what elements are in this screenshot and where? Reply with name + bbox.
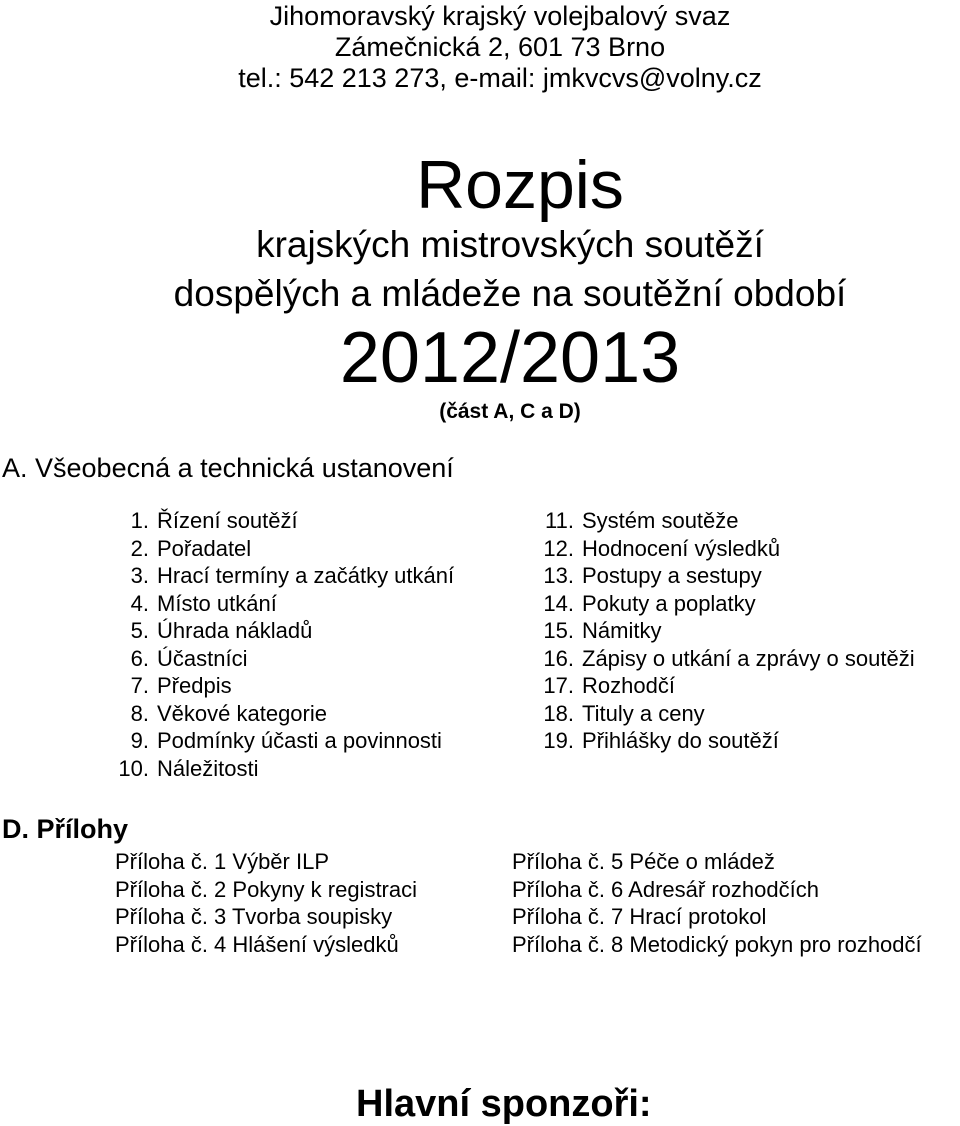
list-item bbox=[108, 562, 454, 590]
item-number: 14. bbox=[543, 590, 574, 616]
item-label: Řízení soutěží bbox=[157, 508, 298, 533]
season-year: 2012/2013 bbox=[339, 318, 681, 398]
document-title: Rozpis bbox=[416, 147, 624, 223]
item-number: 10. bbox=[118, 755, 149, 781]
appendix-item: Příloha č. 4 Hlášení výsledků bbox=[115, 931, 399, 957]
list-item bbox=[108, 672, 454, 700]
document-subtitle-line1: krajských mistrovských soutěží bbox=[256, 224, 764, 265]
section-a-heading: A. Všeobecná a technická ustanovení bbox=[2, 453, 454, 483]
section-a-right-list bbox=[533, 507, 915, 755]
item-number: 17. bbox=[543, 673, 574, 698]
section-a-left-list bbox=[108, 507, 454, 782]
item-label: Námitky bbox=[582, 618, 662, 643]
item-label: Hodnocení výsledků bbox=[582, 535, 781, 561]
item-label: Postupy a sestupy bbox=[582, 563, 762, 588]
item-number: 13. bbox=[543, 563, 574, 588]
list-item bbox=[533, 590, 915, 618]
appendix-item: Příloha č. 6 Adresář rozhodčích bbox=[512, 876, 819, 902]
header-address: Zámečnická 2, 601 73 Brno bbox=[334, 32, 666, 62]
list-item bbox=[533, 617, 915, 645]
part-note: (část A, C a D) bbox=[439, 400, 581, 423]
document-subtitle-line2: dospělých a mládeže na soutěžní období bbox=[173, 273, 847, 314]
list-item bbox=[108, 535, 454, 563]
item-number: 8. bbox=[130, 700, 149, 726]
appendix-item: Příloha č. 1 Výběr ILP bbox=[115, 849, 329, 874]
item-number: 5. bbox=[130, 618, 149, 643]
item-number: 16. bbox=[543, 645, 574, 671]
list-item bbox=[108, 590, 454, 618]
list-item bbox=[533, 727, 915, 755]
item-label: Věkové kategorie bbox=[157, 700, 327, 726]
item-number: 15. bbox=[543, 618, 574, 643]
item-number: 2. bbox=[130, 535, 149, 561]
item-label: Systém soutěže bbox=[582, 508, 739, 533]
item-number: 19. bbox=[543, 728, 574, 753]
appendix-item: Příloha č. 7 Hrací protokol bbox=[512, 904, 767, 929]
list-item bbox=[108, 727, 454, 755]
item-number: 12. bbox=[543, 535, 574, 561]
item-number: 3. bbox=[130, 563, 149, 588]
item-label: Podmínky účasti a povinnosti bbox=[157, 728, 442, 753]
appendix-item: Příloha č. 3 Tvorba soupisky bbox=[115, 904, 393, 929]
list-item bbox=[533, 700, 915, 728]
list-item bbox=[108, 755, 454, 783]
item-label: Zápisy o utkání a zprávy o soutěži bbox=[582, 645, 915, 671]
item-number: 6. bbox=[130, 645, 149, 671]
item-label: Hrací termíny a začátky utkání bbox=[157, 563, 455, 588]
item-label: Pořadatel bbox=[157, 535, 252, 561]
item-label: Místo utkání bbox=[157, 590, 277, 616]
appendix-item: Příloha č. 2 Pokyny k registraci bbox=[115, 876, 418, 902]
item-label: Úhrada nákladů bbox=[157, 618, 313, 643]
section-d-heading: D. Přílohy bbox=[2, 814, 129, 844]
appendix-item: Příloha č. 5 Péče o mládež bbox=[512, 849, 775, 874]
item-label: Rozhodčí bbox=[582, 673, 675, 698]
appendix-left-list bbox=[115, 848, 417, 958]
item-number: 9. bbox=[130, 728, 149, 753]
item-label: Přihlášky do soutěží bbox=[582, 728, 779, 753]
item-label: Náležitosti bbox=[157, 755, 259, 781]
list-item bbox=[533, 507, 915, 535]
item-number: 4. bbox=[130, 590, 149, 616]
item-label: Pokuty a poplatky bbox=[582, 590, 756, 616]
item-label: Tituly a ceny bbox=[582, 700, 705, 726]
list-item bbox=[108, 507, 454, 535]
list-item bbox=[533, 562, 915, 590]
header-organization-name: Jihomoravský krajský volejbalový svaz bbox=[269, 1, 731, 31]
appendix-item: Příloha č. 8 Metodický pokyn pro rozhodčí bbox=[512, 931, 922, 957]
list-item bbox=[533, 645, 915, 673]
item-number: 11. bbox=[545, 508, 574, 533]
item-label: Účastníci bbox=[157, 645, 248, 671]
list-item bbox=[533, 535, 915, 563]
header-contact: tel.: 542 213 273, e-mail: jmkvcvs@volny.cz bbox=[238, 63, 762, 93]
appendix-right-list bbox=[512, 848, 922, 958]
item-label: Předpis bbox=[157, 673, 232, 698]
item-number: 7. bbox=[130, 673, 149, 698]
list-item bbox=[108, 645, 454, 673]
sponsors-heading: Hlavní sponzoři: bbox=[356, 1083, 652, 1125]
list-item bbox=[108, 617, 454, 645]
list-item bbox=[108, 700, 454, 728]
item-number: 1. bbox=[130, 508, 149, 533]
list-item bbox=[533, 672, 915, 700]
item-number: 18. bbox=[543, 700, 574, 726]
